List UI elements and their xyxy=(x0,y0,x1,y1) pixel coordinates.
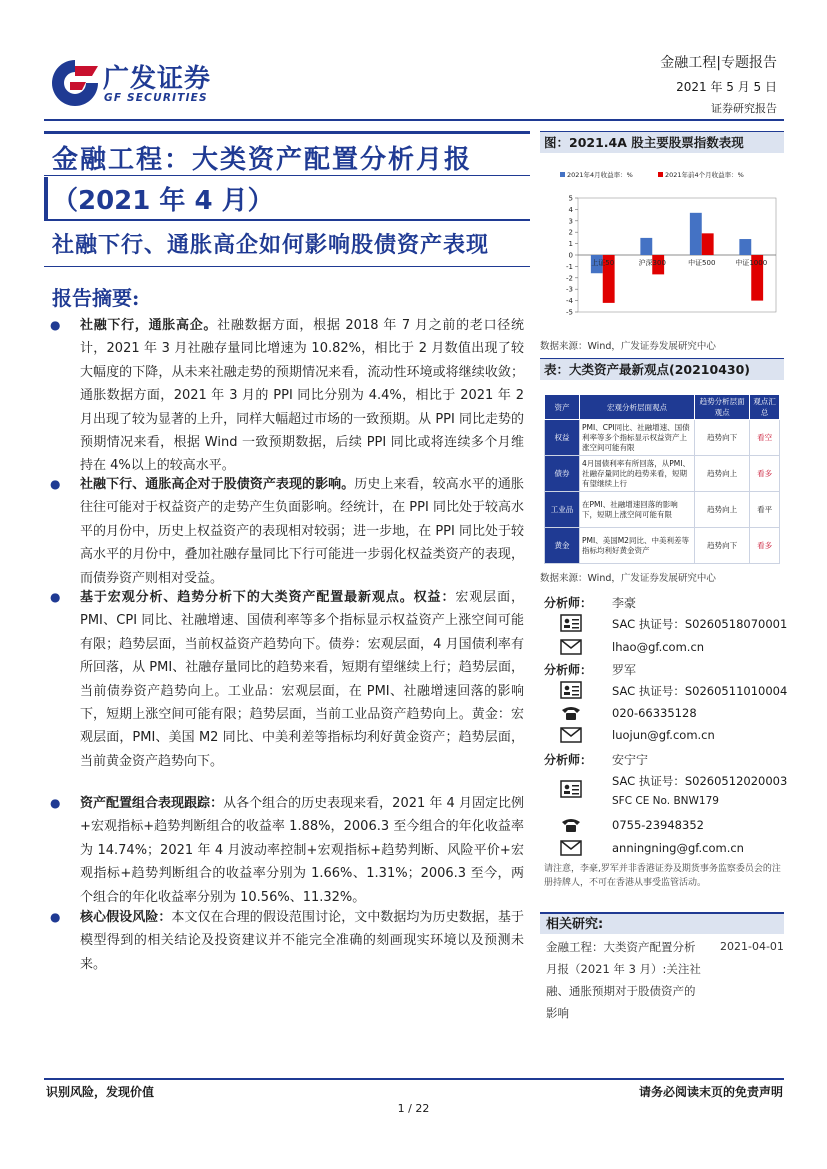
related-research-link[interactable]: 金融工程：大类资产配置分析月报（2021 年 3 月）:关注社融、通胀预期对于股债资产的影响 xyxy=(546,940,701,1020)
footer-disclaimer-note: 请务必阅读末页的免责声明 xyxy=(638,1085,783,1099)
report-type: 金融工程|专题报告 xyxy=(660,55,777,71)
table-cell-asset: 权益 xyxy=(545,420,580,456)
table-cell-trend: 趋势向上 xyxy=(695,456,750,492)
paragraph-lead: 社融下行、通胀高企对于股债资产表现的影响。 xyxy=(80,477,355,492)
table-cell-summary: 看空 xyxy=(750,420,780,456)
page-number: 1 / 22 xyxy=(397,1102,430,1115)
index-return-chart xyxy=(540,162,784,334)
report-category: 证券研究报告 xyxy=(711,102,777,115)
table-row xyxy=(545,420,780,456)
y-tick-label: 0 xyxy=(568,251,573,260)
page-title-period: （2021 年 4 月） xyxy=(52,186,274,216)
summary-paragraph xyxy=(80,473,524,590)
bullet-dot-icon: ● xyxy=(50,796,61,810)
related-research-date: 2021-04-01 xyxy=(720,940,784,953)
paragraph-text: 历史上来看，较高水平的通胀往往可能对于权益资产的走势产生负面影响。经统计，在 PPI 同比处于较高水平的月份中，历史上权益资产的表现相对较弱；进一步地，在 PPI 同比处于较高水平的月份中，叠加社融存量同比下行可能进一步弱化权益类资产的表现，而债券资产则相对受益。 xyxy=(80,477,524,586)
analyst-sac: SAC 执证号：S0260511010004 xyxy=(612,684,788,698)
analyst-label: 分析师： xyxy=(544,663,593,677)
summary-paragraph xyxy=(80,586,524,773)
y-tick-label: 5 xyxy=(568,194,573,203)
table-cell-trend: 趋势向下 xyxy=(695,528,750,564)
chart-source: 数据来源：Wind，广发证券发展研究中心 xyxy=(540,341,716,352)
table-header-cell: 趋势分析层面观点 xyxy=(695,395,750,420)
subtitle-divider xyxy=(44,266,530,267)
gf-logo-icon xyxy=(48,56,102,110)
summary-heading: 报告摘要: xyxy=(52,286,140,310)
y-tick-label: -1 xyxy=(566,262,573,271)
legend-label: 2021年前4个月收益率：% xyxy=(665,171,744,179)
paragraph-lead: 核心假设风险： xyxy=(80,910,172,925)
table-cell-summary: 看平 xyxy=(750,492,780,528)
table-cell-summary: 看多 xyxy=(750,528,780,564)
summary-paragraph xyxy=(80,314,524,478)
id-card-icon xyxy=(560,681,582,699)
table-header-cell: 资产 xyxy=(545,395,580,420)
bar xyxy=(739,239,751,255)
table-cell-asset: 债券 xyxy=(545,456,580,492)
title-accent-bar xyxy=(44,177,48,219)
asset-view-table xyxy=(544,394,780,564)
brand-name: 广发证券 xyxy=(103,64,212,94)
table-cell-asset: 工业品 xyxy=(545,492,580,528)
y-tick-label: 2 xyxy=(568,228,573,237)
paragraph-text: 从各个组合的历史表现来看，2021 年 4 月固定比例+宏观指标+趋势判断组合的收益率 1.88%，2006.3 至今组合的年化收益率为 14.74%；2021 年 4 月波动率控制+宏观指标+趋势判断、风险平价+宏观指标+趋势判断组合的收益率分别为 1.66%、1.31%；2006.3 至今，两个组合的年化收益率分别为 10.56%、11.32%。 xyxy=(80,796,524,905)
brand-name-en: GF SECURITIES xyxy=(104,92,208,104)
page-subtitle: 社融下行、通胀高企如何影响股债资产表现 xyxy=(52,232,490,258)
title-divider xyxy=(44,175,530,176)
analyst-sac: SAC 执证号：S0260518070001 xyxy=(612,617,788,631)
analyst-name: 罗军 xyxy=(612,663,637,677)
bar xyxy=(702,233,714,255)
report-date: 2021 年 5 月 5 日 xyxy=(676,80,777,94)
summary-paragraph xyxy=(80,792,524,909)
table-heading: 表：大类资产最新观点(20210430) xyxy=(540,358,784,380)
chart-heading: 图：2021.4A 股主要股票指数表现 xyxy=(540,131,784,153)
category-label: 中证500 xyxy=(688,259,716,267)
analyst-disclaimer: 请注意，李豪,罗军并非香港证券及期货事务监察委员会的注册持牌人，不可在香港从事受监管活动。 xyxy=(544,864,781,888)
y-tick-label: -2 xyxy=(566,274,573,283)
bar xyxy=(640,238,652,255)
analyst-phone: 020-66335128 xyxy=(612,706,697,720)
related-research-heading: 相关研究: xyxy=(540,912,784,934)
legend-swatch xyxy=(560,172,565,177)
legend-swatch xyxy=(658,172,663,177)
table-header-cell: 宏观分析层面观点 xyxy=(580,395,695,420)
footer-divider xyxy=(44,1078,784,1080)
bullet-dot-icon: ● xyxy=(50,590,61,604)
analyst-email[interactable]: lhao@gf.com.cn xyxy=(612,640,705,654)
phone-icon xyxy=(560,816,582,834)
table-cell-summary: 看多 xyxy=(750,456,780,492)
table-row xyxy=(545,492,780,528)
bar xyxy=(690,213,702,255)
table-cell-macro: PMI、美国M2同比、中美利差等指标均利好黄金资产 xyxy=(580,528,695,564)
id-card-icon xyxy=(560,780,582,798)
header-divider xyxy=(44,119,784,121)
y-tick-label: 1 xyxy=(568,240,573,249)
y-tick-label: -5 xyxy=(566,308,573,317)
id-card-icon xyxy=(560,614,582,632)
category-label: 上证50 xyxy=(591,259,615,267)
table-header-cell: 观点汇总 xyxy=(750,395,780,420)
table-row xyxy=(545,528,780,564)
bullet-dot-icon: ● xyxy=(50,318,61,332)
title-divider-bottom xyxy=(44,219,530,221)
email-icon xyxy=(560,726,582,744)
analyst-email[interactable]: luojun@gf.com.cn xyxy=(612,728,715,742)
analyst-label: 分析师： xyxy=(544,753,593,767)
y-tick-label: 4 xyxy=(568,205,573,214)
table-source: 数据来源：Wind，广发证券发展研究中心 xyxy=(540,573,716,584)
footer-slogan: 识别风险，发现价值 xyxy=(46,1085,155,1099)
phone-icon xyxy=(560,704,582,722)
paragraph-lead: 社融下行，通胀高企。 xyxy=(80,318,218,333)
y-tick-label: -3 xyxy=(566,285,573,294)
table-cell-macro: PMI、CPI同比、社融增速、国债利率等多个指标显示权益资产上涨空间可能有限 xyxy=(580,420,695,456)
analyst-name: 李豪 xyxy=(612,596,637,610)
y-tick-label: -4 xyxy=(566,297,573,306)
analyst-label: 分析师： xyxy=(544,596,593,610)
table-row xyxy=(545,456,780,492)
bullet-dot-icon: ● xyxy=(50,910,61,924)
bullet-dot-icon: ● xyxy=(50,477,61,491)
category-label: 中证1000 xyxy=(735,259,768,267)
paragraph-text: 宏观层面，PMI、CPI 同比、社融增速、国债利率等多个指标显示权益资产上涨空间可能有限；趋势层面，当前权益资产趋势向下。债券：宏观层面，4 月国债利率有所回落，从 PMI、社融存量同比的趋势来看，短期有望继续上行；趋势层面，当前债券资产趋势向上。工业品：宏观层面，在 PMI、社融增速回落的影响下，短期上涨空间可能有限；趋势层面，当前工业品资产趋势向上。黄金：宏观层面，PMI、美国 M2 同比、中美利差等指标均利好黄金资产；趋势层面，当前黄金资产趋势向下。 xyxy=(80,590,524,769)
table-cell-trend: 趋势向上 xyxy=(695,492,750,528)
analyst-email[interactable]: anningning@gf.com.cn xyxy=(612,841,744,855)
analyst-sac: SAC 执证号：S0260512020003 xyxy=(612,774,788,788)
analyst-phone: 0755-23948352 xyxy=(612,818,704,832)
email-icon xyxy=(560,638,582,656)
paragraph-text: 社融数据方面，根据 2018 年 7 月之前的老口径统计，2021 年 3 月社融存量同比增速为 10.82%，相比于 2 月数值出现了较大幅度的下降，从未来社融走势的预期情况来看，流动性环境或将继续收敛；通胀数据方面，2021 年 3 月的 PPI 同比分别为 4.4%，相比于 2021 年 2 月出现了较为显著的上升，同样大幅超过市场的一致预期。从 PPI 同比走势的预期情况来看，根据 Wind 一致预期数据，后续 PPI 同比或将连续多个月维持在 4%以上的较高水平。 xyxy=(80,318,524,474)
table-cell-trend: 趋势向下 xyxy=(695,420,750,456)
category-label: 沪深300 xyxy=(638,259,666,267)
analyst-sfc: SFC CE No. BNW179 xyxy=(612,795,719,807)
table-cell-macro: 在PMI、社融增速回落的影响下，短期上涨空间可能有限 xyxy=(580,492,695,528)
summary-paragraph xyxy=(80,906,524,976)
paragraph-lead: 资产配置组合表现跟踪： xyxy=(80,796,224,811)
email-icon xyxy=(560,839,582,857)
legend-label: 2021年4月收益率：% xyxy=(567,171,633,179)
paragraph-text: 本文仅在合理的假设范围讨论，文中数据均为历史数据，基于模型得到的相关结论及投资建议并不能完全准确的刻画现实环境以及预测未来。 xyxy=(80,910,524,972)
table-cell-macro: 4月国债利率有所回落，从PMI、社融存量同比的趋势来看，短期有望继续上行 xyxy=(580,456,695,492)
analyst-name: 安宁宁 xyxy=(612,753,649,767)
paragraph-lead: 基于宏观分析、趋势分析下的大类资产配置最新观点。权益： xyxy=(80,590,456,605)
y-tick-label: 3 xyxy=(568,217,573,226)
table-cell-asset: 黄金 xyxy=(545,528,580,564)
page-title: 金融工程：大类资产配置分析月报 xyxy=(52,145,473,175)
